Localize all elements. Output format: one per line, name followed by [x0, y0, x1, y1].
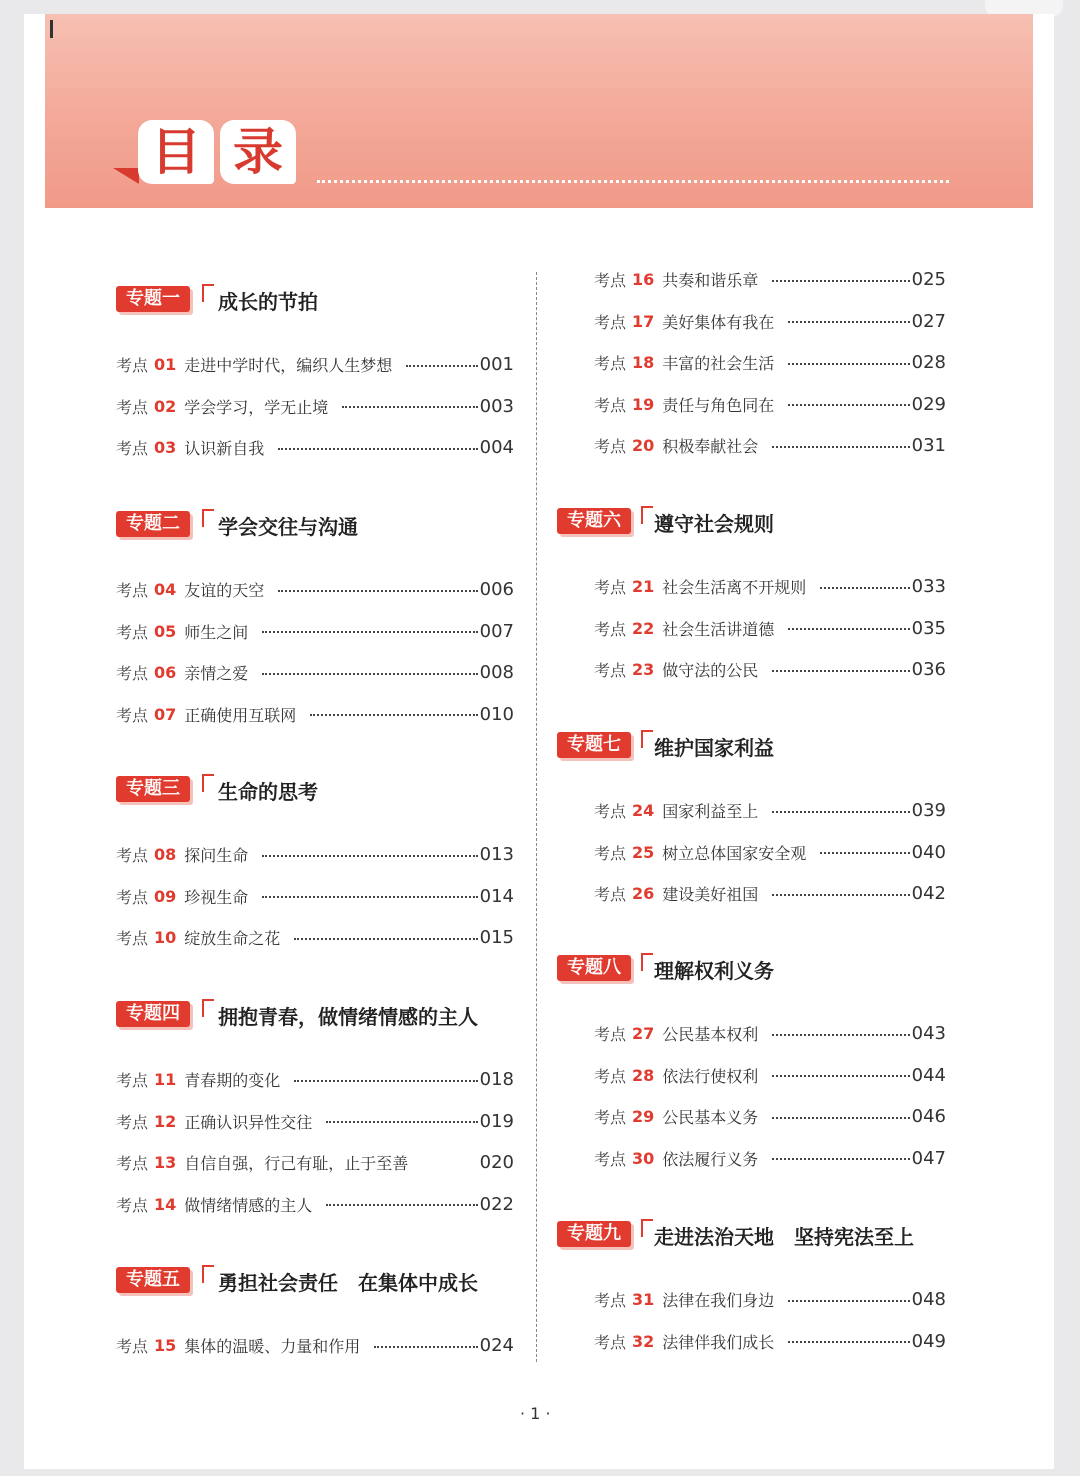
- item-number: 29: [632, 1107, 655, 1127]
- page-number: 035: [911, 617, 946, 639]
- toc-item[interactable]: [116, 344, 514, 386]
- item-title: 做守法的公民: [662, 661, 759, 681]
- item-title: 探问生命: [184, 846, 249, 866]
- document-page: [24, 14, 1054, 1469]
- item-title: 集体的温暖、力量和作用: [184, 1337, 361, 1357]
- leader-dots: [772, 1034, 909, 1036]
- item-number: 31: [632, 1290, 655, 1310]
- item-number: 19: [632, 394, 655, 414]
- chapter-flag-icon: [641, 730, 653, 748]
- toc-item[interactable]: [594, 342, 946, 384]
- item-label: 考点: [116, 846, 149, 866]
- item-number: 23: [632, 660, 655, 680]
- item-label: 考点: [594, 619, 627, 639]
- toc-item[interactable]: [116, 1059, 514, 1101]
- page-number: 022: [479, 1193, 514, 1215]
- item-label: 考点: [116, 356, 149, 376]
- item-number: 08: [154, 845, 177, 865]
- item-number: 11: [154, 1070, 177, 1090]
- toc-item[interactable]: [594, 425, 946, 467]
- leader-dots: [772, 280, 909, 282]
- item-label: 考点: [116, 1112, 149, 1132]
- item-title: 师生之间: [184, 622, 249, 642]
- toc-item[interactable]: [116, 1184, 514, 1226]
- item-title: 公民基本权利: [662, 1025, 759, 1045]
- item-number: 22: [632, 618, 655, 638]
- item-number: 06: [154, 663, 177, 683]
- leader-dots: [310, 714, 477, 716]
- page-number: 039: [911, 800, 946, 822]
- leader-dots: [772, 1117, 909, 1119]
- page-number: 006: [479, 579, 514, 601]
- item-number: 28: [632, 1065, 655, 1085]
- item-title: 自信自强，行己有耻，止于至善: [184, 1154, 409, 1174]
- toc-item[interactable]: [594, 1138, 946, 1180]
- leader-dots: [788, 321, 909, 323]
- leader-dots: [788, 363, 909, 365]
- chapter-flag-icon: [641, 1219, 653, 1237]
- leader-dots: [772, 894, 909, 896]
- item-number: 02: [154, 396, 177, 416]
- toc-item[interactable]: [116, 1325, 514, 1367]
- item-title: 依法履行义务: [662, 1149, 759, 1169]
- chapter-tag: 专题三: [116, 776, 190, 802]
- page-number: 040: [911, 841, 946, 863]
- item-label: 考点: [116, 664, 149, 684]
- chapter-block: [116, 772, 514, 959]
- chapter-heading: [557, 1217, 946, 1255]
- leader-dots: [278, 590, 477, 592]
- page-number: 024: [479, 1335, 514, 1357]
- item-label: 考点: [116, 887, 149, 907]
- page-number: 049: [911, 1330, 946, 1352]
- item-title: 责任与角色同在: [662, 395, 775, 415]
- page-number: 046: [911, 1106, 946, 1128]
- item-label: 考点: [594, 437, 627, 457]
- toc-item[interactable]: [594, 1096, 946, 1138]
- chapter-title: 勇担社会责任 在集体中成长: [218, 1271, 478, 1295]
- item-number: 12: [154, 1111, 177, 1131]
- chapter-block-continued: [594, 259, 946, 467]
- page-number: 047: [911, 1147, 946, 1169]
- item-label: 考点: [594, 802, 627, 822]
- leader-dots: [772, 811, 909, 813]
- leader-dots: [788, 1341, 909, 1343]
- leader-dots: [326, 1204, 477, 1206]
- toc-item[interactable]: [594, 608, 946, 650]
- item-label: 考点: [116, 397, 149, 417]
- chapter-tag: 专题七: [557, 732, 631, 758]
- title-dotted-line: [317, 180, 949, 183]
- chapter-tag: 专题九: [557, 1221, 631, 1247]
- item-number: 10: [154, 928, 177, 948]
- leader-dots: [374, 1346, 477, 1348]
- item-number: 20: [632, 436, 655, 456]
- toc-item[interactable]: [116, 569, 514, 611]
- leader-dots: [294, 938, 477, 940]
- chapter-title: 成长的节拍: [218, 290, 318, 314]
- binding-mark: [50, 20, 53, 38]
- title-char-1: 目: [138, 120, 214, 184]
- title-ribbon-fold: [113, 168, 139, 184]
- toc-item[interactable]: [594, 1013, 946, 1055]
- page-number: 008: [479, 662, 514, 684]
- item-title: 法律在我们身边: [662, 1291, 775, 1311]
- item-label: 考点: [594, 271, 627, 291]
- toc-item[interactable]: [116, 386, 514, 428]
- item-number: 14: [154, 1194, 177, 1214]
- page-number: 029: [911, 393, 946, 415]
- page-number: 015: [479, 927, 514, 949]
- item-label: 考点: [594, 312, 627, 332]
- toc-item[interactable]: [594, 259, 946, 301]
- chapter-heading: [116, 507, 514, 545]
- chapter-title: 遵守社会规则: [654, 512, 774, 536]
- chapter-block: [116, 997, 514, 1225]
- item-title: 国家利益至上: [662, 802, 759, 822]
- leader-dots: [294, 1080, 477, 1082]
- leader-dots: [772, 1075, 909, 1077]
- item-title: 正确认识异性交往: [184, 1112, 313, 1132]
- page-number: 048: [911, 1289, 946, 1311]
- item-label: 考点: [116, 439, 149, 459]
- item-label: 考点: [594, 1332, 627, 1352]
- item-title: 社会生活离不开规则: [662, 578, 807, 598]
- item-label: 考点: [594, 1025, 627, 1045]
- toc-item[interactable]: [116, 694, 514, 736]
- chapter-block: [116, 282, 514, 469]
- toc-item[interactable]: [116, 834, 514, 876]
- item-number: 03: [154, 438, 177, 458]
- item-number: 21: [632, 577, 655, 597]
- chapter-block: [116, 1263, 514, 1367]
- item-title: 学会学习，学无止境: [184, 397, 329, 417]
- column-divider: [536, 272, 537, 1362]
- item-title: 依法行使权利: [662, 1066, 759, 1086]
- page-number: 036: [911, 659, 946, 681]
- chapter-block: [557, 728, 946, 915]
- item-number: 32: [632, 1331, 655, 1351]
- item-number: 25: [632, 842, 655, 862]
- item-title: 法律伴我们成长: [662, 1332, 775, 1352]
- toc-item[interactable]: [594, 1279, 946, 1321]
- leader-dots: [788, 628, 909, 630]
- chapter-flag-icon: [641, 953, 653, 971]
- toc-item[interactable]: [594, 873, 946, 915]
- toc-item[interactable]: [116, 611, 514, 653]
- item-title: 亲情之爱: [184, 664, 249, 684]
- item-label: 考点: [594, 578, 627, 598]
- page-number: 019: [479, 1110, 514, 1132]
- item-label: 考点: [116, 929, 149, 949]
- item-number: 13: [154, 1153, 177, 1173]
- item-number: 18: [632, 353, 655, 373]
- item-number: 16: [632, 270, 655, 290]
- toc-item[interactable]: [594, 1055, 946, 1097]
- item-label: 考点: [116, 1071, 149, 1091]
- item-title: 绽放生命之花: [184, 929, 281, 949]
- toc-item[interactable]: [116, 652, 514, 694]
- item-title: 建设美好祖国: [662, 885, 759, 905]
- item-number: 04: [154, 580, 177, 600]
- page-number: 014: [479, 885, 514, 907]
- toc-item[interactable]: [594, 1321, 946, 1363]
- leader-dots: [772, 670, 909, 672]
- chapter-flag-icon: [202, 1265, 214, 1283]
- page-number: 020: [479, 1152, 514, 1174]
- toc-item[interactable]: [594, 384, 946, 426]
- toc-item[interactable]: [594, 790, 946, 832]
- item-number: 24: [632, 801, 655, 821]
- title-char-2: 录: [220, 120, 296, 184]
- chapter-tag: 专题一: [116, 286, 190, 312]
- item-title: 青春期的变化: [184, 1071, 281, 1091]
- chapter-heading: [116, 282, 514, 320]
- item-number: 27: [632, 1024, 655, 1044]
- leader-dots: [262, 896, 477, 898]
- item-number: 05: [154, 621, 177, 641]
- item-label: 考点: [116, 1337, 149, 1357]
- chapter-heading: [116, 772, 514, 810]
- leader-dots: [406, 365, 477, 367]
- leader-dots: [278, 448, 477, 450]
- page-number: 003: [479, 395, 514, 417]
- item-title: 美好集体有我在: [662, 312, 775, 332]
- item-title: 正确使用互联网: [184, 705, 297, 725]
- item-label: 考点: [594, 885, 627, 905]
- page-number: 010: [479, 703, 514, 725]
- chapter-flag-icon: [202, 999, 214, 1017]
- leader-dots: [772, 446, 909, 448]
- item-number: 07: [154, 704, 177, 724]
- chapter-tag: 专题四: [116, 1001, 190, 1027]
- page-number: 025: [911, 269, 946, 291]
- leader-dots: [788, 404, 909, 406]
- item-label: 考点: [116, 1154, 149, 1174]
- leader-dots: [262, 855, 477, 857]
- chapter-block: [557, 951, 946, 1179]
- chapter-flag-icon: [202, 509, 214, 527]
- chapter-title: 生命的思考: [218, 780, 318, 804]
- item-label: 考点: [594, 1291, 627, 1311]
- item-label: 考点: [594, 1149, 627, 1169]
- leader-dots: [326, 1121, 477, 1123]
- page-number: 001: [479, 354, 514, 376]
- leader-dots: [820, 587, 909, 589]
- toc-item[interactable]: [594, 301, 946, 343]
- chapter-title: 学会交往与沟通: [218, 515, 358, 539]
- toc-item[interactable]: [594, 832, 946, 874]
- chapter-flag-icon: [641, 506, 653, 524]
- page-number: 033: [911, 576, 946, 598]
- page-number: 027: [911, 310, 946, 332]
- item-title: 珍视生命: [184, 887, 249, 907]
- chapter-flag-icon: [202, 774, 214, 792]
- page-footer: · 1 ·: [520, 1404, 551, 1423]
- item-label: 考点: [594, 354, 627, 374]
- page-number: 028: [911, 352, 946, 374]
- page-number: 044: [911, 1064, 946, 1086]
- page-number: 018: [479, 1069, 514, 1091]
- leader-dots: [262, 631, 477, 633]
- toc-item[interactable]: [116, 876, 514, 918]
- chapter-block: [557, 1217, 946, 1362]
- chapter-heading: [557, 951, 946, 989]
- toc-item[interactable]: [116, 1142, 514, 1184]
- item-label: 考点: [594, 1066, 627, 1086]
- toc-item[interactable]: [594, 649, 946, 691]
- item-title: 友谊的天空: [184, 581, 265, 601]
- toc-item[interactable]: [116, 917, 514, 959]
- chapter-heading: [557, 728, 946, 766]
- chapter-title: 走进法治天地 坚持宪法至上: [654, 1225, 914, 1249]
- item-number: 30: [632, 1148, 655, 1168]
- page-number: 007: [479, 620, 514, 642]
- leader-dots: [772, 1158, 909, 1160]
- item-number: 26: [632, 884, 655, 904]
- toc-item[interactable]: [116, 427, 514, 469]
- item-title: 丰富的社会生活: [662, 354, 775, 374]
- page-number: 043: [911, 1023, 946, 1045]
- item-label: 考点: [594, 1108, 627, 1128]
- chapter-flag-icon: [202, 284, 214, 302]
- item-label: 考点: [116, 622, 149, 642]
- leader-dots: [788, 1300, 909, 1302]
- page-number: 042: [911, 883, 946, 905]
- chapter-tag: 专题五: [116, 1267, 190, 1293]
- item-number: 17: [632, 311, 655, 331]
- chapter-heading: [557, 504, 946, 542]
- item-title: 做情绪情感的主人: [184, 1195, 313, 1215]
- item-title: 公民基本义务: [662, 1108, 759, 1128]
- toc-item[interactable]: [594, 566, 946, 608]
- chapter-heading: [116, 997, 514, 1035]
- leader-dots: [422, 1163, 477, 1165]
- chapter-title: 拥抱青春，做情绪情感的主人: [218, 1005, 478, 1029]
- item-title: 树立总体国家安全观: [662, 843, 807, 863]
- item-label: 考点: [116, 1195, 149, 1215]
- leader-dots: [262, 673, 477, 675]
- chapter-tag: 专题六: [557, 508, 631, 534]
- toc-item[interactable]: [116, 1101, 514, 1143]
- chapter-block: [557, 504, 946, 691]
- chapter-title: 理解权利义务: [654, 959, 774, 983]
- page-number: 004: [479, 437, 514, 459]
- page-number: 013: [479, 844, 514, 866]
- chapter-block: [116, 507, 514, 735]
- item-title: 积极奉献社会: [662, 437, 759, 457]
- chapter-tag: 专题八: [557, 955, 631, 981]
- item-label: 考点: [594, 661, 627, 681]
- item-title: 共奏和谐乐章: [662, 271, 759, 291]
- item-label: 考点: [594, 843, 627, 863]
- header-banner: [45, 14, 1033, 208]
- chapter-title: 维护国家利益: [654, 736, 774, 760]
- item-label: 考点: [594, 395, 627, 415]
- item-label: 考点: [116, 581, 149, 601]
- item-title: 社会生活讲道德: [662, 619, 775, 639]
- item-label: 考点: [116, 705, 149, 725]
- leader-dots: [820, 852, 909, 854]
- chapter-heading: [116, 1263, 514, 1301]
- item-number: 15: [154, 1336, 177, 1356]
- leader-dots: [342, 406, 477, 408]
- item-title: 走进中学时代，编织人生梦想: [184, 356, 393, 376]
- item-title: 认识新自我: [184, 439, 265, 459]
- item-number: 09: [154, 886, 177, 906]
- chapter-tag: 专题二: [116, 511, 190, 537]
- page-number: 031: [911, 435, 946, 457]
- item-number: 01: [154, 355, 177, 375]
